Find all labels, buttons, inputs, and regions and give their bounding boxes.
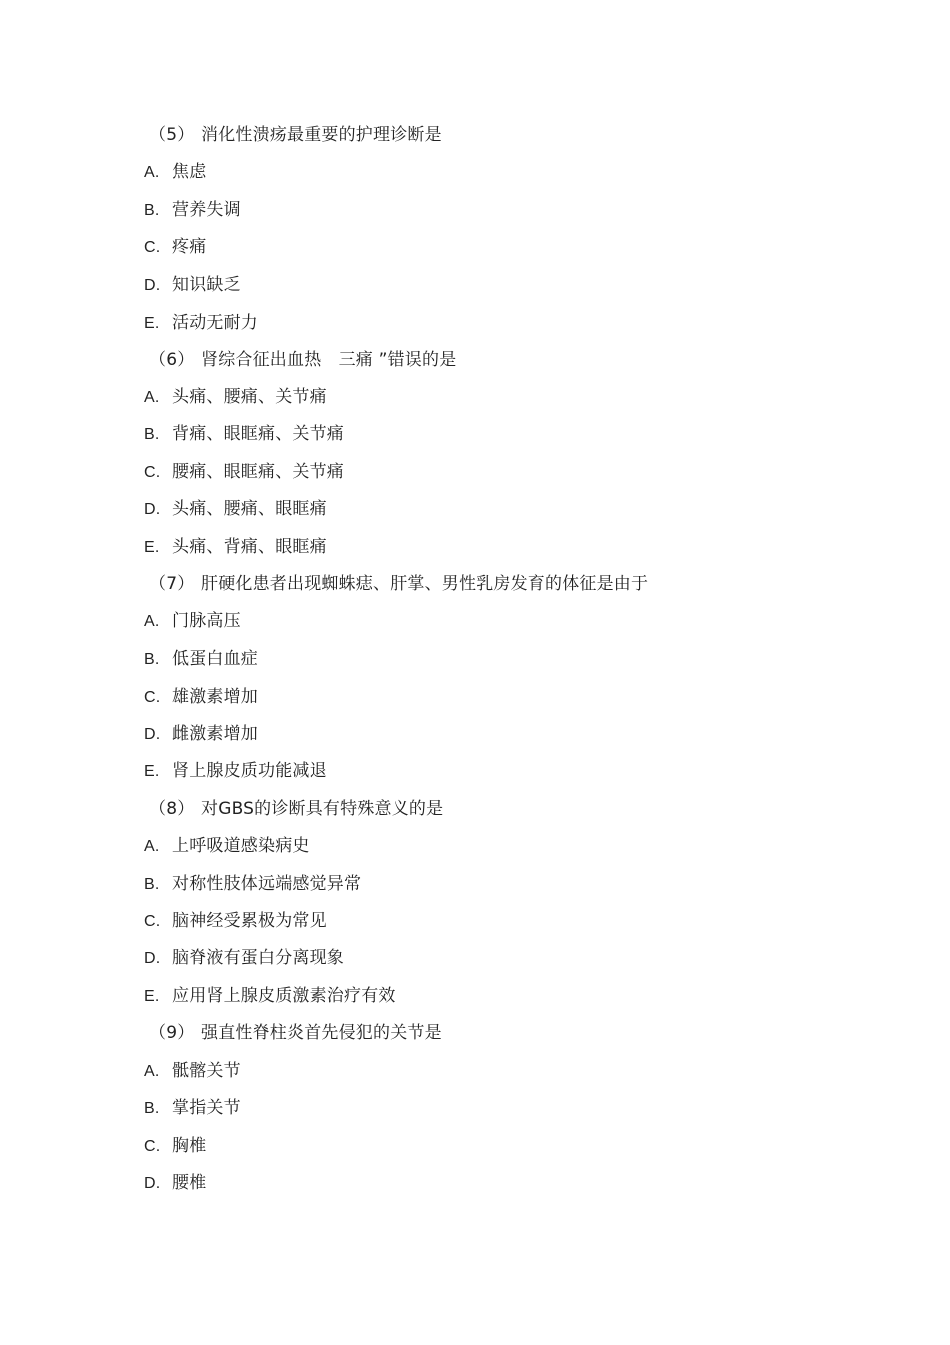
- option-text: 肾上腺皮质功能减退: [172, 761, 327, 781]
- option-text: 掌指关节: [172, 1098, 241, 1118]
- answer-option: [144, 1133, 206, 1159]
- option-text: 胸椎: [172, 1136, 207, 1156]
- option-text: 背痛、眼眶痛、关节痛: [172, 424, 344, 444]
- question-text: 强直性脊柱炎首先侵犯的关节是: [201, 1023, 442, 1043]
- option-text: 脑脊液有蛋白分离现象: [172, 948, 344, 968]
- answer-option: [144, 1058, 241, 1084]
- answer-option: [144, 983, 396, 1009]
- option-text: 雌激素增加: [172, 724, 258, 744]
- option-letter: E.: [144, 539, 160, 556]
- answer-option: [144, 684, 258, 710]
- option-letter: D.: [144, 1175, 161, 1192]
- answer-option: [144, 1095, 241, 1121]
- option-text: 雄激素增加: [172, 687, 258, 707]
- answer-option: [144, 159, 206, 185]
- question-stem: [149, 796, 443, 822]
- option-text: 头痛、腰痛、眼眶痛: [172, 499, 327, 519]
- option-letter: E.: [144, 315, 160, 332]
- answer-option: [144, 833, 310, 859]
- option-letter: B.: [144, 876, 160, 893]
- option-letter: D.: [144, 950, 161, 967]
- option-letter: C.: [144, 1138, 161, 1155]
- option-text: 疼痛: [172, 237, 207, 257]
- option-text: 应用肾上腺皮质激素治疗有效: [172, 986, 396, 1006]
- option-text: 骶髂关节: [172, 1061, 241, 1081]
- question-stem: [149, 1020, 442, 1046]
- answer-option: [144, 496, 327, 522]
- question-number: （7）: [149, 574, 195, 594]
- option-letter: C.: [144, 689, 161, 706]
- answer-option: [144, 272, 241, 298]
- question-stem: [149, 347, 456, 373]
- option-letter: A.: [144, 389, 160, 406]
- question-number: （9）: [149, 1023, 195, 1043]
- option-text: 营养失调: [172, 200, 241, 220]
- option-text: 腰椎: [172, 1173, 207, 1193]
- answer-option: [144, 646, 258, 672]
- question-number: （8）: [149, 799, 195, 819]
- answer-option: [144, 908, 327, 934]
- question-number: （5）: [149, 125, 195, 145]
- question-stem: [149, 122, 442, 148]
- option-letter: B.: [144, 202, 160, 219]
- option-text: 对称性肢体远端感觉异常: [172, 874, 362, 894]
- answer-option: [144, 421, 344, 447]
- option-text: 脑神经受累极为常见: [172, 911, 327, 931]
- option-text: 上呼吸道感染病史: [172, 836, 310, 856]
- question-text: 消化性溃疡最重要的护理诊断是: [201, 125, 442, 145]
- option-letter: B.: [144, 426, 160, 443]
- question-text: 对GBS的诊断具有特殊意义的是: [201, 799, 444, 819]
- option-text: 焦虑: [172, 162, 207, 182]
- option-text: 知识缺乏: [172, 275, 241, 295]
- answer-option: [144, 534, 327, 560]
- answer-option: [144, 758, 327, 784]
- question-text: 肾综合征出血热 三痛 ”错误的是: [201, 350, 457, 370]
- question-number: （6）: [149, 350, 195, 370]
- option-letter: C.: [144, 913, 161, 930]
- option-letter: E.: [144, 763, 160, 780]
- option-text: 低蛋白血症: [172, 649, 258, 669]
- option-text: 头痛、背痛、眼眶痛: [172, 537, 327, 557]
- option-letter: D.: [144, 726, 161, 743]
- answer-option: [144, 197, 241, 223]
- option-letter: B.: [144, 651, 160, 668]
- option-text: 活动无耐力: [172, 313, 258, 333]
- option-letter: D.: [144, 501, 161, 518]
- answer-option: [144, 459, 344, 485]
- option-letter: D.: [144, 277, 161, 294]
- option-letter: A.: [144, 164, 160, 181]
- answer-option: [144, 310, 258, 336]
- answer-option: [144, 721, 258, 747]
- option-letter: A.: [144, 838, 160, 855]
- option-letter: C.: [144, 239, 161, 256]
- option-letter: A.: [144, 1063, 160, 1080]
- answer-option: [144, 945, 344, 971]
- answer-option: [144, 384, 327, 410]
- answer-option: [144, 1170, 206, 1196]
- option-text: 头痛、腰痛、关节痛: [172, 387, 327, 407]
- option-letter: A.: [144, 613, 160, 630]
- answer-option: [144, 871, 361, 897]
- answer-option: [144, 234, 206, 260]
- option-letter: C.: [144, 464, 161, 481]
- option-letter: B.: [144, 1100, 160, 1117]
- question-text: 肝硬化患者出现蜘蛛痣、肝掌、男性乳房发育的体征是由于: [201, 574, 649, 594]
- option-text: 门脉高压: [172, 611, 241, 631]
- option-letter: E.: [144, 988, 160, 1005]
- question-stem: [149, 571, 648, 597]
- option-text: 腰痛、眼眶痛、关节痛: [172, 462, 344, 482]
- answer-option: [144, 608, 241, 634]
